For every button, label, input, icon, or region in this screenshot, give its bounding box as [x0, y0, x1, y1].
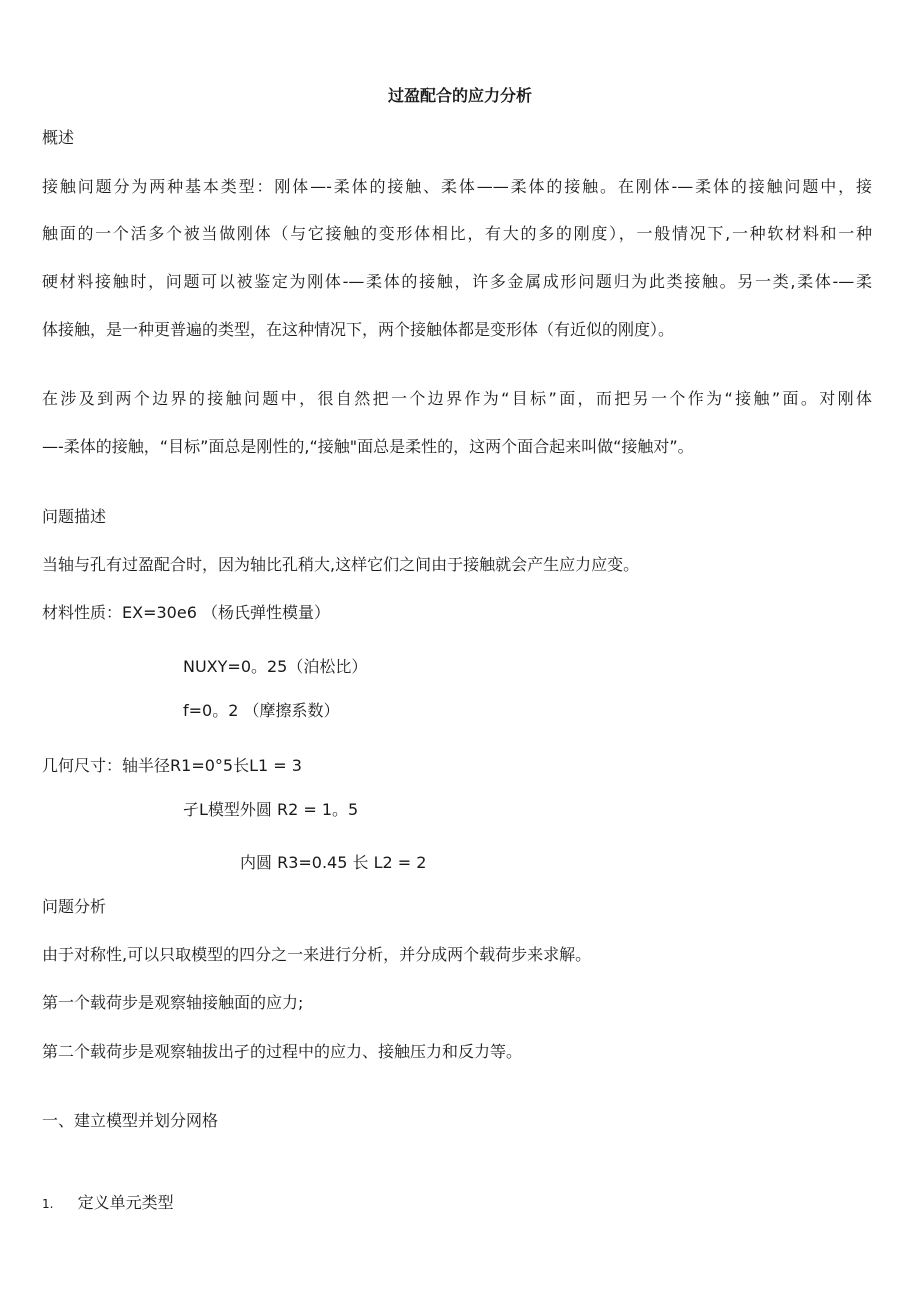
geometry-shaft: 轴半径R1=0°5长L1 = 3 [122, 756, 302, 775]
overview-line-2: 触面的一个活多个被当做刚体（与它接触的变形体相比，有大的多的刚度），一般情况下,一种软材料和一种 [42, 224, 872, 243]
material-f: f=0。2 （摩擦系数） [183, 701, 340, 720]
overview-line-3: 硬材料接触时，问题可以被鉴定为刚体-—柔体的接触，许多金属成形问题归为此类接触。另一类,柔体-—柔 [42, 272, 872, 291]
step-1-label: 定义单元类型 [77, 1193, 174, 1212]
section-1-heading: 一、建立模型并划分网格 [42, 1111, 219, 1130]
problem-heading: 问题描述 [42, 507, 107, 526]
step-1-number: 1. [42, 1197, 54, 1211]
document-title: 过盈配合的应力分析 [387, 86, 532, 105]
target-line-1: 在涉及到两个边界的接触问题中，很自然把一个边界作为“目标”面，而把另一个作为“接触”面。对刚体 [42, 389, 872, 408]
problem-text: 当轴与孔有过盈配合时，因为轴比孔稍大,这样它们之间由于接触就会产生应力应变。 [42, 555, 640, 574]
material-ex: EX=30e6 （杨氏弹性模量） [122, 603, 330, 622]
material-row [42, 603, 330, 623]
overview-line-4: 体接触，是一种更普遍的类型，在这种情况下，两个接触体都是变形体（有近似的刚度）。 [42, 320, 675, 339]
analysis-line-1: 由于对称性,可以只取模型的四分之一来进行分析，并分成两个载荷步来求解。 [42, 945, 592, 964]
geometry-hole-inner: 内圆 R3=0.45 长 L2 = 2 [240, 853, 427, 872]
geometry-label: 几何尺寸： [42, 756, 123, 775]
analysis-line-2: 第一个载荷步是观察轴接触面的应力; [42, 993, 304, 1012]
overview-line-1: 接触问题分为两种基本类型：刚体—-柔体的接触、柔体——柔体的接触。在刚体-—柔体的接触问题中，接 [42, 177, 872, 196]
material-label: 材料性质： [42, 603, 123, 622]
step-1-row [42, 1193, 174, 1214]
geometry-row [42, 756, 302, 776]
material-nuxy: NUXY=0。25（泊松比） [183, 657, 368, 676]
analysis-line-3: 第二个载荷步是观察轴拔出孑的过程中的应力、接触压力和反力等。 [42, 1042, 523, 1061]
target-line-2: —-柔体的接触，“目标”面总是刚性的,“接触"面总是柔性的，这两个面合起来叫做“接触对”。 [42, 437, 694, 456]
overview-heading: 概述 [42, 128, 75, 147]
geometry-hole-outer: 孑L模型外圆 R2 = 1。5 [183, 800, 359, 819]
analysis-heading: 问题分析 [42, 897, 107, 916]
